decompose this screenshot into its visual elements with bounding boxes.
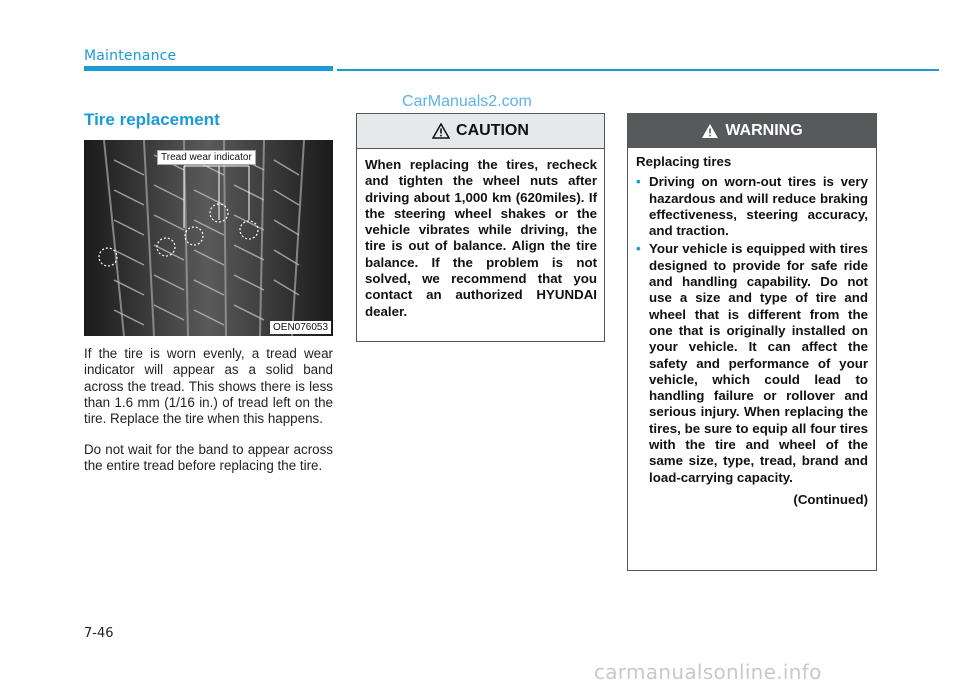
section-title: Tire replacement <box>84 110 220 129</box>
header-rule-thin <box>337 69 939 71</box>
watermark-top: CarManuals2.com <box>402 93 532 110</box>
warning-header <box>628 114 876 148</box>
tread-wear-indicator-callout: Tread wear indicator <box>157 150 256 165</box>
caution-text: When replacing the tires, recheck and tighten the wheel nuts after driving about 1,000 km (620miles). If the steering wheel shakes or the vehicle vibrates while driving, the tire is out of balance. Align the tire balance. If the problem is not solved, we recommend that you contact an authorized HYUNDAI dealer. <box>365 157 597 319</box>
warning-triangle-icon <box>701 123 719 139</box>
section-header: Maintenance <box>84 48 177 64</box>
tire-tread-photo <box>84 140 333 336</box>
warning-list <box>636 174 868 486</box>
warning-item-text: Driving on worn-out tires is very hazardous and will reduce braking effectiveness, steering accuracy, and traction. <box>649 174 868 239</box>
bullet-icon: • <box>636 174 641 190</box>
continued-label: (Continued) <box>793 491 868 507</box>
bullet-icon: • <box>636 241 641 257</box>
caution-box <box>356 113 605 342</box>
watermark-bottom: carmanualsonline.info <box>594 660 822 684</box>
warning-subtitle: Replacing tires <box>636 154 732 169</box>
caution-heading: CAUTION <box>456 122 529 139</box>
warning-item <box>636 174 868 239</box>
caution-header <box>357 114 604 149</box>
figure-code: OEN076053 <box>270 321 331 334</box>
warning-item-text: Your vehicle is equipped with tires designed to provide for safe ride and handling capability. Do not use a size and type of tire and wheel that is different from the one that is originally installed on your vehicle. It can affect the safety and performance of your vehicle, which could lead to handling failure or rollover and serious injury. When replacing the tires, be sure to equip all four tires with the tire and wheel of the same size, type, tread, brand and load-carrying capacity. <box>649 241 868 485</box>
warning-triangle-icon <box>432 123 450 139</box>
warning-heading: WARNING <box>725 122 803 139</box>
warning-item <box>636 241 868 485</box>
page-number: 7-46 <box>84 626 114 641</box>
body-paragraph-1: If the tire is worn evenly, a tread wear indicator will appear as a solid band across the tread. This shows there is less than 1.6 mm (1/16 in.) of tread left on the tire. Replace the tire when this happens. <box>84 346 333 427</box>
warning-box <box>627 113 877 571</box>
header-rule-thick <box>84 66 333 71</box>
tire-tread-illustration <box>84 140 333 336</box>
body-paragraph-2: Do not wait for the band to appear across the entire tread before replacing the tire. <box>84 442 333 474</box>
